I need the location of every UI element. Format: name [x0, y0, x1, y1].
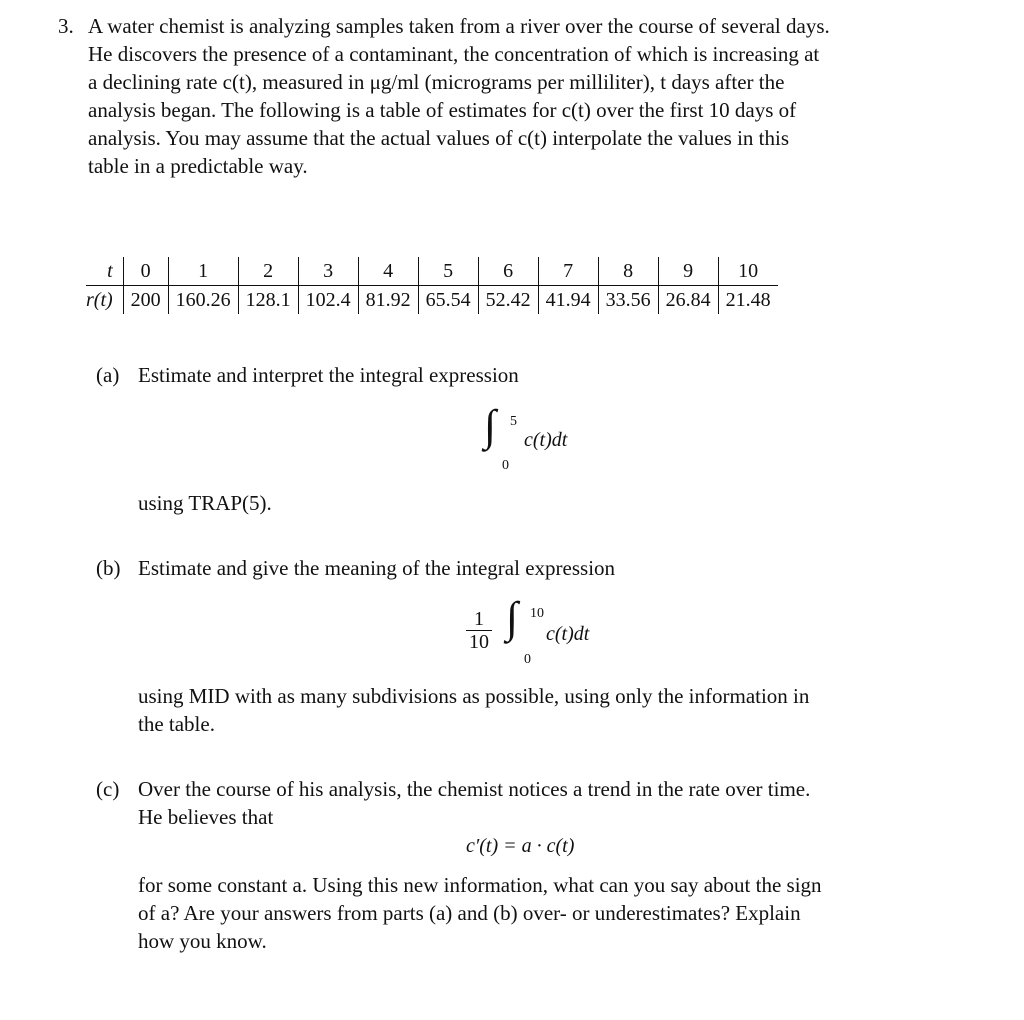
integral-upper-limit: 10	[530, 606, 544, 621]
intro-line: analysis. You may assume that the actual values of c(t) interpolate the values in this	[88, 126, 789, 150]
table-cell: 52.42	[478, 286, 538, 315]
part-b-text: Estimate and give the meaning of the integral expression	[138, 556, 616, 580]
text-line: how you know.	[138, 929, 267, 953]
intro-line: He discovers the presence of a contaminant, the concentration of which is increasing at	[88, 42, 820, 66]
data-table	[86, 257, 778, 314]
integral-b	[466, 593, 626, 670]
part-a-label: (a)	[96, 363, 120, 387]
problem-intro	[88, 12, 938, 180]
table-cell: 41.94	[538, 286, 598, 315]
table-header-r: r(t)	[86, 289, 113, 311]
table-cell: 4	[358, 257, 418, 286]
intro-line: A water chemist is analyzing samples taken from a river over the course of several days.	[88, 14, 830, 38]
integral-upper-limit: 5	[510, 414, 517, 429]
integral-a	[484, 401, 604, 473]
fraction-numerator: 1	[474, 608, 484, 630]
table-header-t: t	[86, 257, 123, 286]
table-cell: 102.4	[298, 286, 358, 315]
intro-line: a declining rate c(t), measured in μg/ml (micrograms per milliliter), t days after the	[88, 70, 785, 94]
integral-lower-limit: 0	[502, 458, 509, 473]
table-cell: 1	[168, 257, 238, 286]
part-c-label: (c)	[96, 777, 120, 801]
fraction	[466, 608, 492, 653]
fraction-denominator: 10	[469, 631, 489, 653]
table-cell: 10	[718, 257, 778, 286]
part-c-text	[138, 775, 938, 831]
text-line: the table.	[138, 712, 215, 736]
part-a-method: using TRAP(5).	[138, 491, 272, 515]
table-cell: 65.54	[418, 286, 478, 315]
table-cell: 81.92	[358, 286, 418, 315]
table-cell: 5	[418, 257, 478, 286]
part-c-question	[138, 871, 938, 955]
table-cell: 200	[123, 286, 168, 315]
integral-sign: ∫	[506, 593, 519, 642]
table-cell: 8	[598, 257, 658, 286]
table-cell: 6	[478, 257, 538, 286]
equation: c′(t) = a · c(t)	[466, 835, 575, 857]
intro-line: table in a predictable way.	[88, 154, 308, 178]
integrand: c(t)dt	[524, 429, 568, 451]
table-row-r	[86, 286, 778, 315]
part-b-method	[138, 682, 938, 738]
text-line: of a? Are your answers from parts (a) and (b) over- or underestimates? Explain	[138, 901, 801, 925]
table-cell: 160.26	[168, 286, 238, 315]
table-cell: 21.48	[718, 286, 778, 315]
integrand: c(t)dt	[546, 623, 590, 645]
problem-number: 3.	[58, 14, 74, 38]
table-cell: 0	[123, 257, 168, 286]
text-line: Over the course of his analysis, the chemist notices a trend in the rate over time.	[138, 777, 811, 801]
table-cell: 2	[238, 257, 298, 286]
table-cell: 33.56	[598, 286, 658, 315]
integral-sign: ∫	[484, 401, 497, 450]
text-line: using MID with as many subdivisions as possible, using only the information in	[138, 684, 810, 708]
part-b-label: (b)	[96, 556, 121, 580]
text-line: for some constant a. Using this new information, what can you say about the sign	[138, 873, 822, 897]
part-a-text: Estimate and interpret the integral expression	[138, 363, 519, 387]
table-cell: 9	[658, 257, 718, 286]
table-row-t	[86, 257, 778, 286]
table-cell: 3	[298, 257, 358, 286]
table-cell: 7	[538, 257, 598, 286]
table-cell: 128.1	[238, 286, 298, 315]
intro-line: analysis began. The following is a table of estimates for c(t) over the first 10 days of	[88, 98, 797, 122]
table-cell: 26.84	[658, 286, 718, 315]
integral-lower-limit: 0	[524, 652, 531, 667]
text-line: He believes that	[138, 805, 274, 829]
